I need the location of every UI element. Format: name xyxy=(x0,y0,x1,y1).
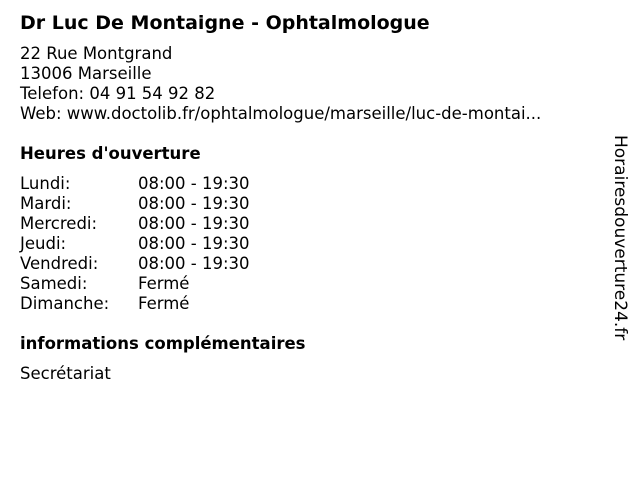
hours-row xyxy=(20,234,320,254)
hours-row xyxy=(20,274,320,294)
hours-time: 08:00 - 19:30 xyxy=(138,234,250,253)
hours-day: Dimanche: xyxy=(20,294,110,313)
hours-day: Mardi: xyxy=(20,194,72,213)
hours-day: Lundi: xyxy=(20,174,71,193)
hours-time: 08:00 - 19:30 xyxy=(138,174,250,193)
hours-time: Fermé xyxy=(138,294,190,313)
hours-time: 08:00 - 19:30 xyxy=(138,254,250,273)
hours-row xyxy=(20,254,320,274)
hours-row xyxy=(20,194,320,214)
address-street: 22 Rue Montgrand xyxy=(20,44,173,63)
hours-time: 08:00 - 19:30 xyxy=(138,194,250,213)
hours-day: Mercredi: xyxy=(20,214,98,233)
hours-heading: Heures d'ouverture xyxy=(20,144,201,163)
web-line[interactable]: Web: www.doctolib.fr/ophtalmologue/marseille/luc-de-montai... xyxy=(20,104,542,123)
page-title: Dr Luc De Montaigne - Ophtalmologue xyxy=(20,12,430,34)
hours-day: Samedi: xyxy=(20,274,88,293)
hours-time: Fermé xyxy=(138,274,190,293)
hours-day: Vendredi: xyxy=(20,254,99,273)
info-text: Secrétariat xyxy=(20,364,111,383)
phone-line: Telefon: 04 91 54 92 82 xyxy=(20,84,216,103)
hours-day: Jeudi: xyxy=(20,234,67,253)
info-heading: informations complémentaires xyxy=(20,334,306,353)
site-watermark-label: Horairesdouverture24.fr xyxy=(610,135,630,341)
hours-row xyxy=(20,174,320,194)
hours-row xyxy=(20,214,320,234)
address-city: 13006 Marseille xyxy=(20,64,152,83)
hours-row xyxy=(20,294,320,314)
hours-time: 08:00 - 19:30 xyxy=(138,214,250,233)
